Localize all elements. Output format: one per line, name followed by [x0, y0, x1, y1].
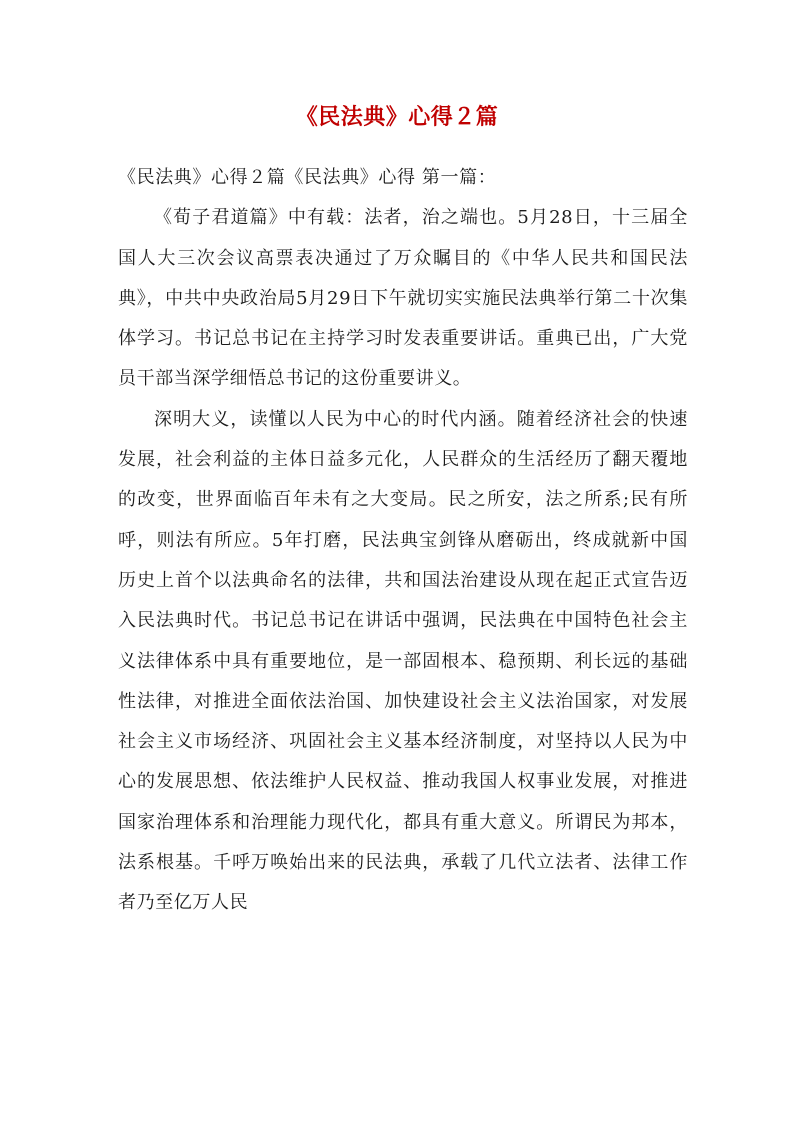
paragraph-1: 《荀子君道篇》中有载：法者，治之端也。5月28日，十三届全国人大三次会议高票表决通过了万众瞩目的《中华人民共和国民法典》，中共中央政治局5月29日下午就切实实施民法典举行第二十次集体学习。书记总书记在主持学习时发表重要讲话。重典已出，广大党员干部当深学细悟总书记的这份重要讲义。	[118, 207, 688, 390]
intro-line: 《民法典》心得２篇《民法典》心得 第一篇：	[118, 167, 497, 188]
document-title: 《民法典》心得２篇	[295, 104, 499, 130]
document-body	[118, 158, 688, 924]
paragraph-2: 深明大义，读懂以人民为中心的时代内涵。随着经济社会的快速发展，社会利益的主体日益多元化，人民群众的生活经历了翻天覆地的改变，世界面临百年未有之大变局。民之所安，法之所系;民有所呼，则法有所应。5年打磨，民法典宝剑锋从磨砺出，终成就新中国历史上首个以法典命名的法律，共和国法治建设从现在起正式宣告迈入民法典时代。书记总书记在讲话中强调，民法典在中国特色社会主义法律体系中具有重要地位，是一部固根本、稳预期、利长远的基础性法律，对推进全面依法治国、加快建设社会主义法治国家，对发展社会主义市场经济、巩固社会主义基本经济制度，对坚持以人民为中心的发展思想、依法维护人民权益、推动我国人权事业发展，对推进国家治理体系和治理能力现代化，都具有重大意义。所谓民为邦本，法系根基。千呼万唤始出来的民法典，承载了几代立法者、法律工作者乃至亿万人民	[118, 408, 688, 914]
